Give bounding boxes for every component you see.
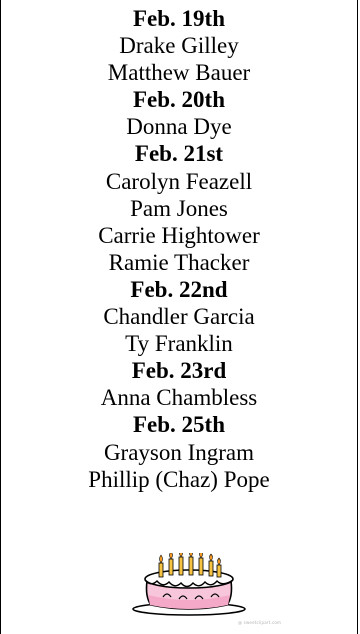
image-credit: @ sweetclipart.com xyxy=(238,620,282,625)
date-heading: Feb. 25th xyxy=(133,412,225,438)
date-heading: Feb. 23rd xyxy=(131,358,227,384)
date-heading: Feb. 19th xyxy=(133,6,225,31)
birthday-name: Carolyn Feazell xyxy=(105,168,253,194)
birthday-name: Anna Chambless xyxy=(100,385,258,411)
birthday-name: Matthew Bauer xyxy=(107,60,251,86)
birthday-name: Chandler Garcia xyxy=(103,304,255,330)
birthday-name: Grayson Ingram xyxy=(103,439,255,465)
birthday-name: Carrie Hightower xyxy=(98,222,260,248)
birthday-cake-icon xyxy=(129,553,249,617)
birthday-list xyxy=(1,5,357,493)
birthday-name: Drake Gilley xyxy=(119,33,239,59)
date-heading: Feb. 22nd xyxy=(130,276,228,302)
birthday-name: Ramie Thacker xyxy=(108,249,250,275)
birthday-name: Phillip (Chaz) Pope xyxy=(88,466,270,492)
date-heading: Feb. 21st xyxy=(134,141,224,167)
birthday-name: Donna Dye xyxy=(126,114,232,140)
date-heading: Feb. 20th xyxy=(133,87,225,113)
birthday-name: Pam Jones xyxy=(130,195,228,221)
birthday-name: Ty Franklin xyxy=(125,331,233,357)
